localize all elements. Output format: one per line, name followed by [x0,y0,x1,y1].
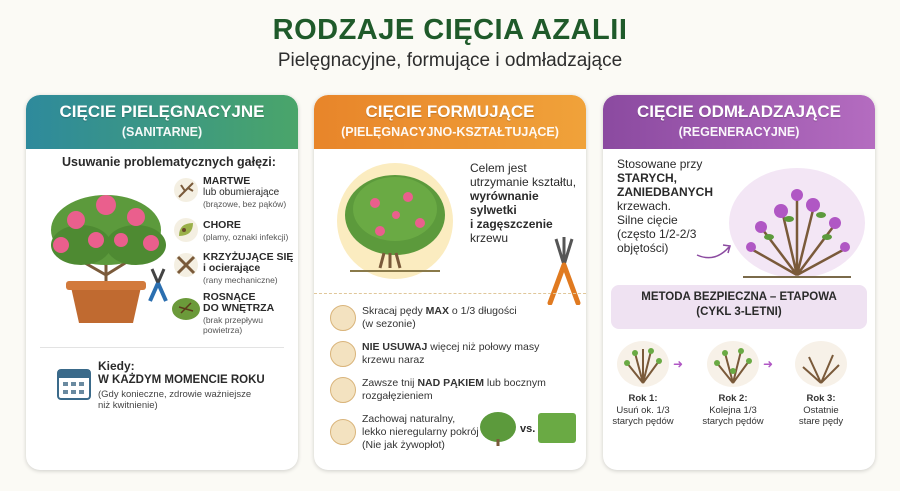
item-crossing-sub: i ocierające [203,262,261,274]
arrow-icon: ➜ [763,357,774,371]
round-shrub-icon [320,153,470,283]
step-title: Rok 2: [718,393,748,404]
page-title: RODZAJE CIĘCIA AZALII [272,14,628,46]
tip-text: NIE USUWAJ więcej niż połowy masy krzewu naraz [362,341,540,366]
tip-row [330,303,570,343]
tip-row [330,339,570,379]
tip-row [330,411,570,461]
card-header-rejuvenation [603,95,875,149]
bud-icon [330,377,356,403]
item-crossing-label: KRZYŻUJĄCE SIĘ [203,251,294,263]
desc-line1: Stosowane przy [617,157,703,171]
pruner-icon [144,267,174,303]
desc-line6: (często 1/2-2/3 [617,227,697,241]
shears-icon [542,235,586,305]
hedge-icon [536,409,578,447]
method-subtitle: (CYKL 3-LETNI) [696,306,782,318]
item-inward-label: ROSNĄCE [203,291,256,303]
card-title: CIĘCIE FORMUJĄCE [365,102,535,121]
desc-line2: STARYCH, [617,171,677,185]
card-header-sanitary [26,95,298,149]
card-subtitle: (REGENERACYJNE) [678,125,800,139]
desc-line7: objętości) [617,241,669,255]
step-line1: Kolejna 1/3 [709,405,757,416]
item-dead-note: (brązowe, bez pąków) [203,199,287,209]
card-formative [314,95,586,470]
cross-branches-icon [173,252,199,278]
item-dead-label: MARTWE [203,175,251,187]
leaf-icon [173,217,199,243]
dead-branch-icon [173,177,199,203]
divider [314,293,586,294]
tip-text: Zawsze tnij NAD PĄKIEM lub bocznym rozgałęzieniem [362,377,546,402]
card-subtitle: (PIELĘGNACYJNO-KSZTAŁTUJĄCE) [341,125,559,139]
step-line1: Usuń ok. 1/3 [616,405,670,416]
tip-text: Zachowaj naturalny, lekko nieregularny pokrój (Nie jak żywopłot) [362,413,479,451]
card-sanitary [26,95,298,470]
desc-line3: wyrównanie [470,189,539,203]
step-image [707,341,759,387]
desc-line6: krzewu [470,231,509,245]
when-note2: niż kwitnienie) [98,400,158,411]
desc-line3: ZANIEDBANYCH [617,185,713,199]
divider [40,347,284,348]
item-inward-note2: powietrza) [203,325,243,335]
step-image [795,341,847,387]
old-azalea-icon [723,155,871,283]
method-title: METODA BEZPIECZNA – ETAPOWA [641,291,837,303]
item-dead-sub: lub obumierające [203,187,280,198]
when-note1: (Gdy konieczne, zdrowie ważniejsze [98,389,252,400]
calendar-icon [56,365,92,401]
tip-row [330,375,570,415]
card-title: CIĘCIE PIELĘGNACYJNE [59,102,265,121]
when-label: Kiedy: [98,359,135,373]
card-title: CIĘCIE ODMŁADZAJĄCE [636,102,841,121]
desc-line2: utrzymanie kształtu, [470,175,577,189]
step-line1: Ostatnie [803,405,839,416]
item-sick-note: (plamy, oznaki infekcji) [203,232,289,242]
scissors-icon [330,305,356,331]
card-rejuvenation [603,95,875,470]
desc-line5: Silne cięcie [617,213,678,227]
step-line2: starych pędów [702,416,764,427]
item-inward-note1: (brak przepływu [203,315,263,325]
tip-text: Skracaj pędy MAX o 1/3 długości (w sezonie) [362,305,517,330]
intro-text: Usuwanie problematycznych gałęzi: [62,155,276,169]
item-sick-label: CHORE [203,219,241,231]
x-icon [330,341,356,367]
step-image [617,341,669,387]
desc-line1: Celem jest [470,161,527,175]
step-title: Rok 3: [806,393,836,404]
desc-line5: i zagęszczenie [470,217,553,231]
card-header-formative [314,95,586,149]
page-subtitle: Pielęgnacyjne, formujące i odmładzające [277,50,623,71]
card-subtitle: (SANITARNE) [121,125,203,139]
when-value: W KAŻDYM MOMENCIE ROKU [98,374,265,386]
bush-icon [171,293,201,321]
grass-icon [330,419,356,445]
step-line2: starych pędów [612,416,674,427]
item-inward-sub: DO WNĘTRZA [203,302,275,314]
round-shrub-icon [478,409,518,447]
desc-line4: krzewach. [617,199,672,213]
desc-line4: sylwetki [470,203,517,217]
step-title: Rok 1: [628,393,658,404]
arrow-icon: ➜ [673,357,684,371]
vs-label: vs. [520,423,536,435]
step-line2: stare pędy [798,416,844,427]
item-crossing-note: (rany mechaniczne) [203,275,278,285]
